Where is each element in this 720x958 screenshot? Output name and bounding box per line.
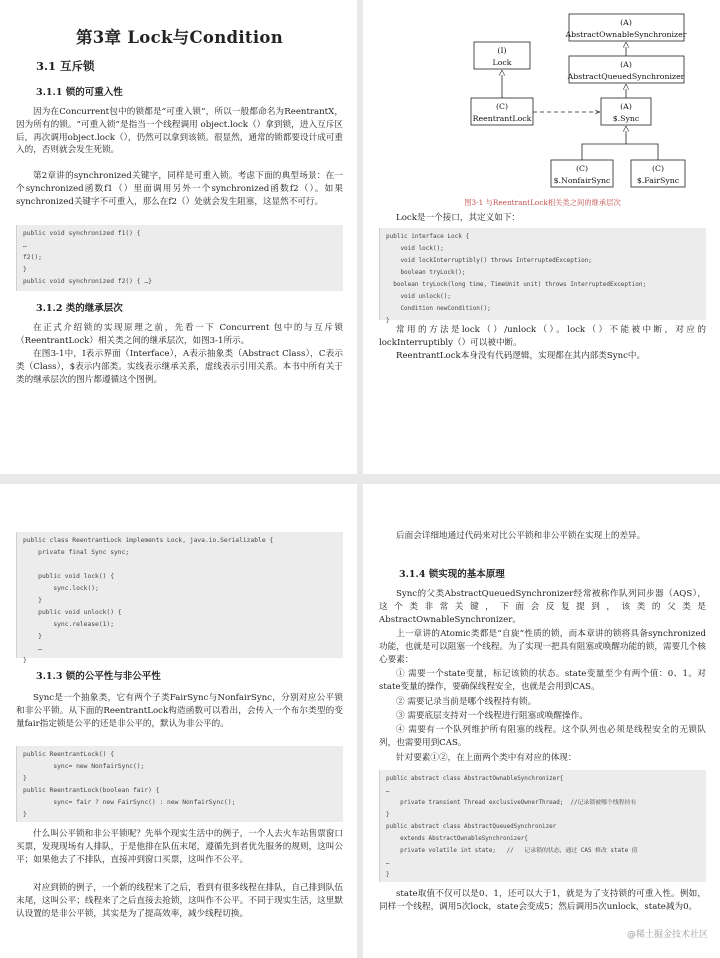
code-block: public ReentrantLock() { sync= new NonfairSync(); } public ReentrantLock(boolean fair) { sync= fair ? new FairSync() : new NonfairSync(); } [16, 746, 343, 822]
subsection-title: 3.1.2 类的继承层次 [36, 303, 123, 314]
node-name: AbstractQueuedSynchronizer [567, 72, 685, 81]
node-name: $.Sync [612, 114, 640, 123]
paragraph: 常用的方法是lock（）/unlock（）。lock（）不能被中断，对应的lockInterruptibly（）可以被中断。 [379, 325, 706, 348]
list-item: ④ 需要有一个队列维护所有阻塞的线程。这个队列也必须是线程安全的无锁队列，也需要用到CAS。 [379, 725, 706, 748]
subsection-title: 3.1.1 锁的可重入性 [36, 87, 123, 98]
node-tag: (C) [575, 164, 589, 173]
paragraph: 什么叫公平锁和非公平锁呢？先举个现实生活中的例子，一个人去火车站售票窗口买票，发现现场有人排队，于是他排在队伍末尾，遵循先到者优先服务的规则，这叫公平；如果他去了不排队，直接冲到窗口买票，这叫作不公平。 [16, 829, 343, 865]
node-nonfair-sync [551, 160, 613, 187]
node-sync [601, 98, 651, 125]
paragraph: 在图3-1中，I表示界面（Interface），A表示抽象类（Abstract Class），C表示类（Class），$表示内部类。实线表示继承关系，虚线表示引用关系。本书中所有关于类的继承层次的图片都遵循这个图例。 [16, 349, 343, 385]
paragraph: 对应到锁的例子，一个新的线程来了之后，看到有很多线程在排队，自己排到队伍末尾，这叫公平；线程来了之后直接去抢锁，这叫作不公平。不同于现实生活，这里默认设置的是非公平锁，其实是为了提高效率，减少线程切换。 [16, 883, 343, 919]
list-item: ③ 需要底层支持对一个线程进行阻塞或唤醒操作。 [396, 711, 588, 721]
paragraph: 在正式介绍锁的实现原理之前，先看一下 Concurrent 包中的与互斥锁（ReentrantLock）相关类之间的继承层次，如图3-1所示。 [16, 323, 343, 346]
subsection-title: 3.1.3 锁的公平性与非公平性 [36, 671, 161, 682]
chapter-title: 第3章 Lock与Condition [75, 28, 284, 47]
book-page-4 [363, 484, 720, 958]
node-lock [474, 42, 530, 69]
section-title: 3.1 互斥锁 [36, 59, 95, 73]
node-tag: (A) [620, 102, 632, 111]
paragraph: state取值不仅可以是0、1，还可以大于1，就是为了支持锁的可重入性。例如，同样一个线程，调用5次lock，state会变成5；然后调用5次unlock，state减为0。 [379, 889, 706, 912]
subsection-title: 3.1.4 锁实现的基本原理 [399, 569, 505, 580]
code-block: public abstract class AbstractOwnableSynchronizer{ … private transient Thread exclusiveOwnerThread; //记录锁被哪个线程持有 } public abstract class AbstractQueuedSynchronizer extends AbstractOwnableSynchronizer{ private volatile int state; // 记录锁的状态，通过 CAS 修改 state 值 … } [379, 770, 706, 882]
node-abstract-queued-synchronizer [567, 56, 685, 83]
paragraph: Sync是一个抽象类，它有两个子类FairSync与NonfairSync，分别对应公平锁和非公平锁。从下面的ReentrantLock构造函数可以看出，会传入一个布尔类型的变量fair指定锁是公平的还是非公平的，默认为非公平的。 [16, 693, 343, 729]
paragraph: 针对要素①②，在上面两个类中有对应的体现： [396, 753, 577, 763]
node-abstract-ownable-synchronizer [564, 14, 686, 41]
list-item: ① 需要一个state变量，标记该锁的状态。state变量至少有两个值：0、1。对state变量的操作，要确保线程安全，也就是会用到CAS。 [379, 669, 706, 692]
node-tag: (A) [620, 60, 632, 69]
node-name: ReentrantLock [472, 114, 532, 123]
watermark: @稀土掘金技术社区 [626, 930, 708, 940]
edge-subclasses-sync [582, 126, 658, 160]
node-name: Lock [492, 58, 512, 67]
node-tag: (C) [651, 164, 665, 173]
code-block: public class ReentrantLock implements Lock, java.io.Serializable { private final Sync sync; public void lock() { sync.lock(); } public void unlock() { sync.release(1); } … } [16, 532, 343, 658]
paragraph: Sync的父类AbstractQueuedSynchronizer经常被称作队列同步器（AQS），这个类非常关键，下面会反复提到，该类的父类是AbstractOwnableSynchronizer。 [379, 589, 706, 625]
book-page-2 [363, 0, 720, 474]
paragraph: 因为在Concurrent包中的锁都是“可重入锁”，所以一般都命名为ReentrantX，因为所有的锁。“可重入锁”是指当一个线程调用 object.lock（）拿到锁，进入互斥区后，再次调用object.lock（），仍然可以拿到该锁。很显然，通常的锁都要设计成可重入的，否则就会发生死锁。 [16, 107, 343, 156]
paragraph: 第2章讲的synchronized关键字，同样是可重入锁。考虑下面的典型场景：在一个synchronized函数f1（）里面调用另外一个synchronized函数f2（）。如果synchronized关键字不可重入，那么在f2（）处就会发生阻塞，这显然不可行。 [16, 171, 343, 207]
figure-caption: 图3-1 与ReentrantLock相关类之间的继承层次 [464, 198, 621, 207]
node-reentrant-lock [471, 98, 533, 125]
paragraph: 后面会详细地通过代码来对比公平锁和非公平锁在实现上的差异。 [396, 531, 646, 541]
book-page-3 [0, 484, 357, 958]
node-fair-sync [631, 160, 685, 187]
paragraph: 上一章讲的Atomic类都是“自旋”性质的锁，而本章讲的锁将具备synchronized功能，也就是可以阻塞一个线程。为了实现一把具有阻塞或唤醒功能的锁，需要几个核心要素： [379, 629, 706, 665]
node-name: $.FairSync [636, 176, 680, 185]
code-block: public void synchronized f1() { … f2(); } public void synchronized f2() { …} [16, 225, 343, 291]
paragraph: ReentrantLock本身没有代码逻辑，实现都在其内部类Sync中。 [396, 351, 646, 361]
class-hierarchy-diagram [379, 8, 706, 206]
node-tag: (C) [495, 102, 509, 111]
node-tag: (I) [497, 46, 507, 55]
node-tag: (A) [620, 18, 632, 27]
paragraph: Lock是一个接口，其定义如下： [396, 213, 521, 223]
book-page-1 [0, 0, 357, 474]
code-block: public interface Lock { void lock(); void lockInterruptibly() throws InterruptedException; boolean tryLock(); boolean tryLock(long time, TimeUnit unit) throws InterruptedException; void unlock(); Condition newCondition(); } [379, 228, 706, 320]
list-item: ② 需要记录当前是哪个线程持有锁。 [396, 697, 537, 707]
node-name: $.NonfairSync [553, 176, 611, 185]
node-name: AbstractOwnableSynchronizer [565, 30, 687, 39]
